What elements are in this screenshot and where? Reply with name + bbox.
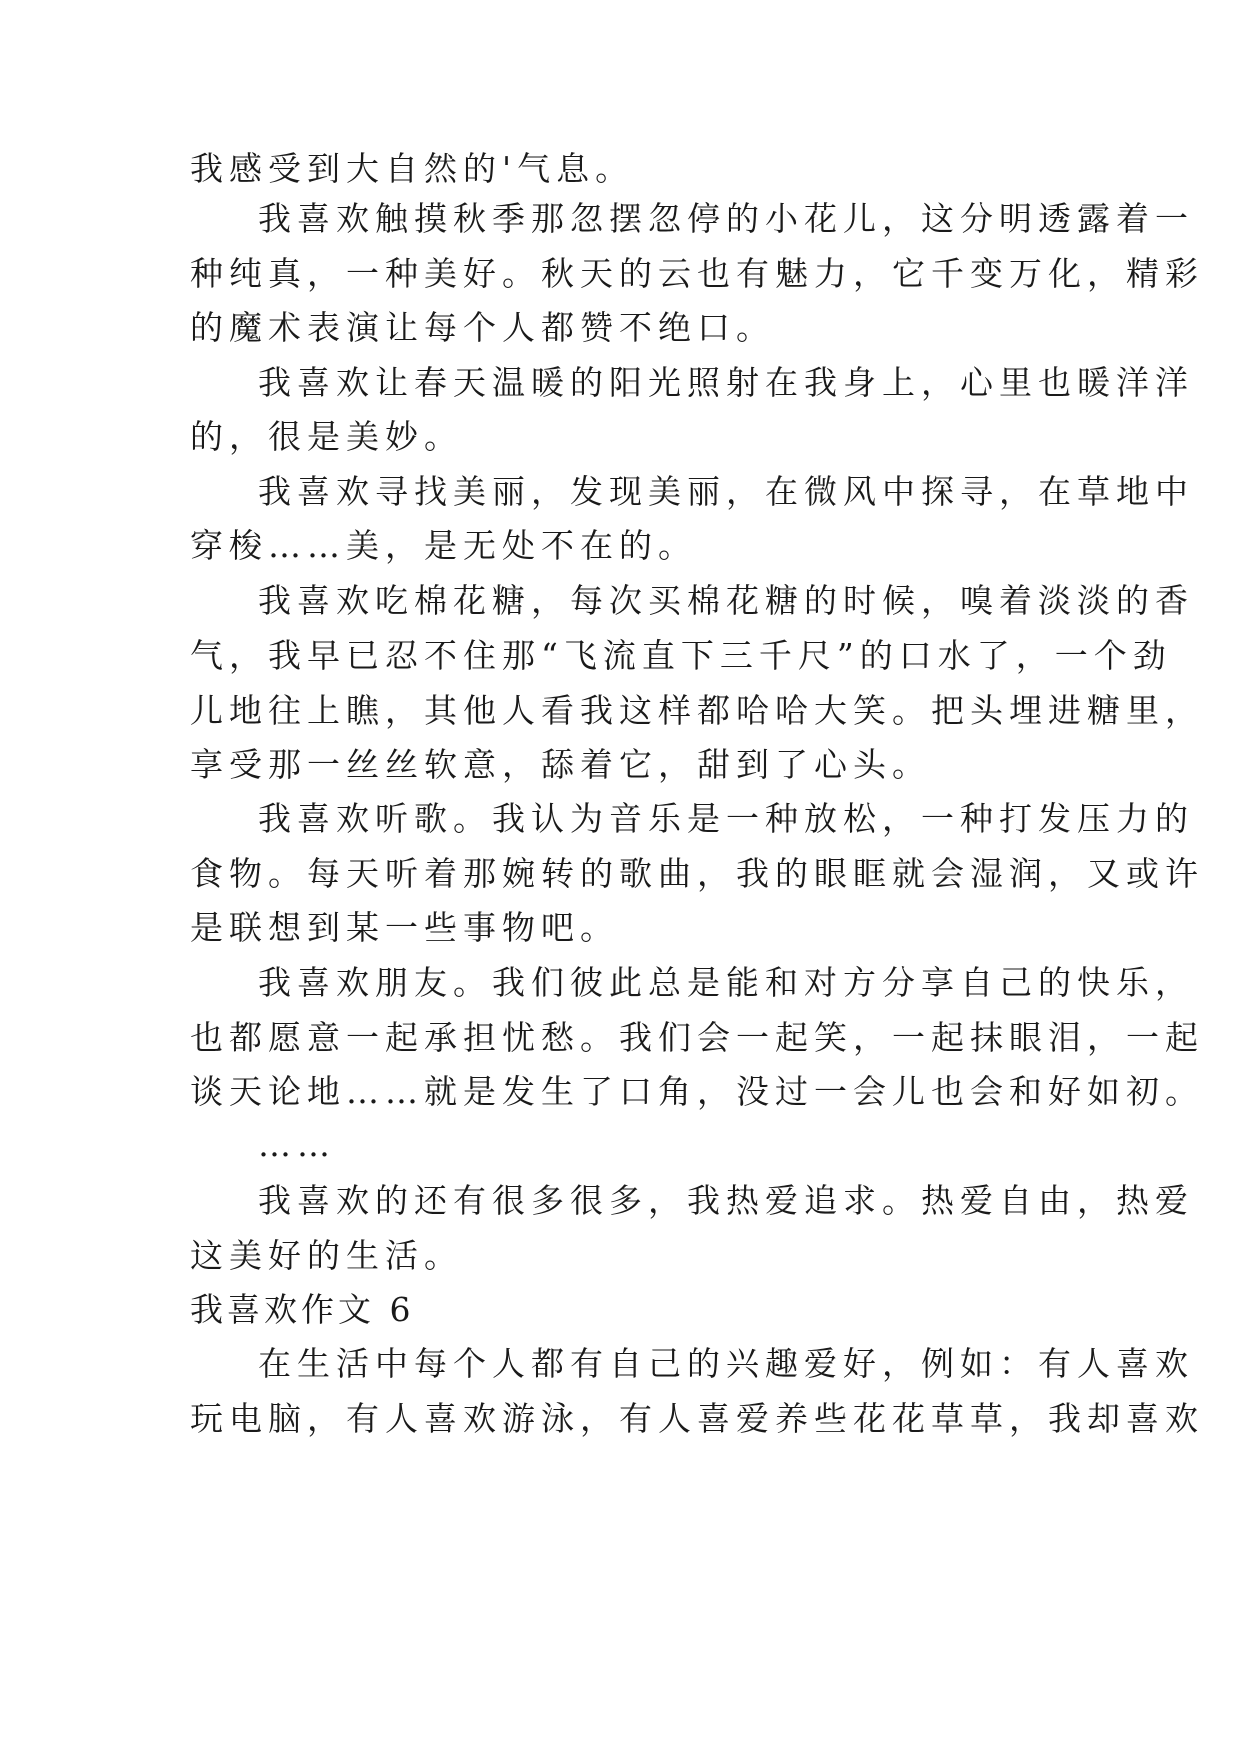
text-line: 我喜欢的还有很多很多，我热爱追求。热爱自由，热爱: [258, 1181, 1194, 1220]
text-line: 这美好的生活。: [190, 1236, 463, 1275]
text-line: 我喜欢让春天温暖的阳光照射在我身上，心里也暖洋洋: [258, 363, 1194, 402]
text-line: 穿梭……美，是无处不在的。: [190, 526, 697, 565]
text-line: 我喜欢吃棉花糖，每次买棉花糖的时候，嗅着淡淡的香: [258, 581, 1194, 620]
section-heading: 我喜欢作文 6: [190, 1290, 415, 1329]
text-line: 的，很是美妙。: [190, 417, 463, 456]
text-line: 是联想到某一些事物吧。: [190, 908, 619, 947]
text-line: 气，我早已忍不住那“飞流直下三千尺”的口水了，一个劲: [190, 636, 1172, 675]
text-line: 享受那一丝丝软意，舔着它，甜到了心头。: [190, 745, 931, 784]
text-line: 我喜欢触摸秋季那忽摆忽停的小花儿，这分明透露着一: [258, 199, 1194, 238]
text-line: 的魔术表演让每个人都赞不绝口。: [190, 308, 775, 347]
text-line: 在生活中每个人都有自己的兴趣爱好，例如：有人喜欢: [258, 1344, 1194, 1383]
text-line: 种纯真，一种美好。秋天的云也有魅力，它千变万化，精彩: [190, 254, 1204, 293]
text-line: 谈天论地……就是发生了口角，没过一会儿也会和好如初。: [190, 1072, 1204, 1111]
text-line: 我感受到大自然的'气息。: [190, 149, 635, 188]
text-line: 我喜欢寻找美丽，发现美丽，在微风中探寻，在草地中: [258, 472, 1194, 511]
text-line: 玩电脑，有人喜欢游泳，有人喜爱养些花花草草，我却喜欢: [190, 1399, 1204, 1438]
text-line: 儿地往上瞧，其他人看我这样都哈哈大笑。把头埋进糖里，: [190, 691, 1204, 730]
text-line: 食物。每天听着那婉转的歌曲，我的眼眶就会湿润，又或许: [190, 854, 1204, 893]
text-line: 我喜欢听歌。我认为音乐是一种放松，一种打发压力的: [258, 799, 1194, 838]
text-line: 也都愿意一起承担忧愁。我们会一起笑，一起抹眼泪，一起: [190, 1018, 1204, 1057]
ellipsis-line: ……: [258, 1125, 336, 1164]
text-line: 我喜欢朋友。我们彼此总是能和对方分享自己的快乐，: [258, 963, 1194, 1002]
